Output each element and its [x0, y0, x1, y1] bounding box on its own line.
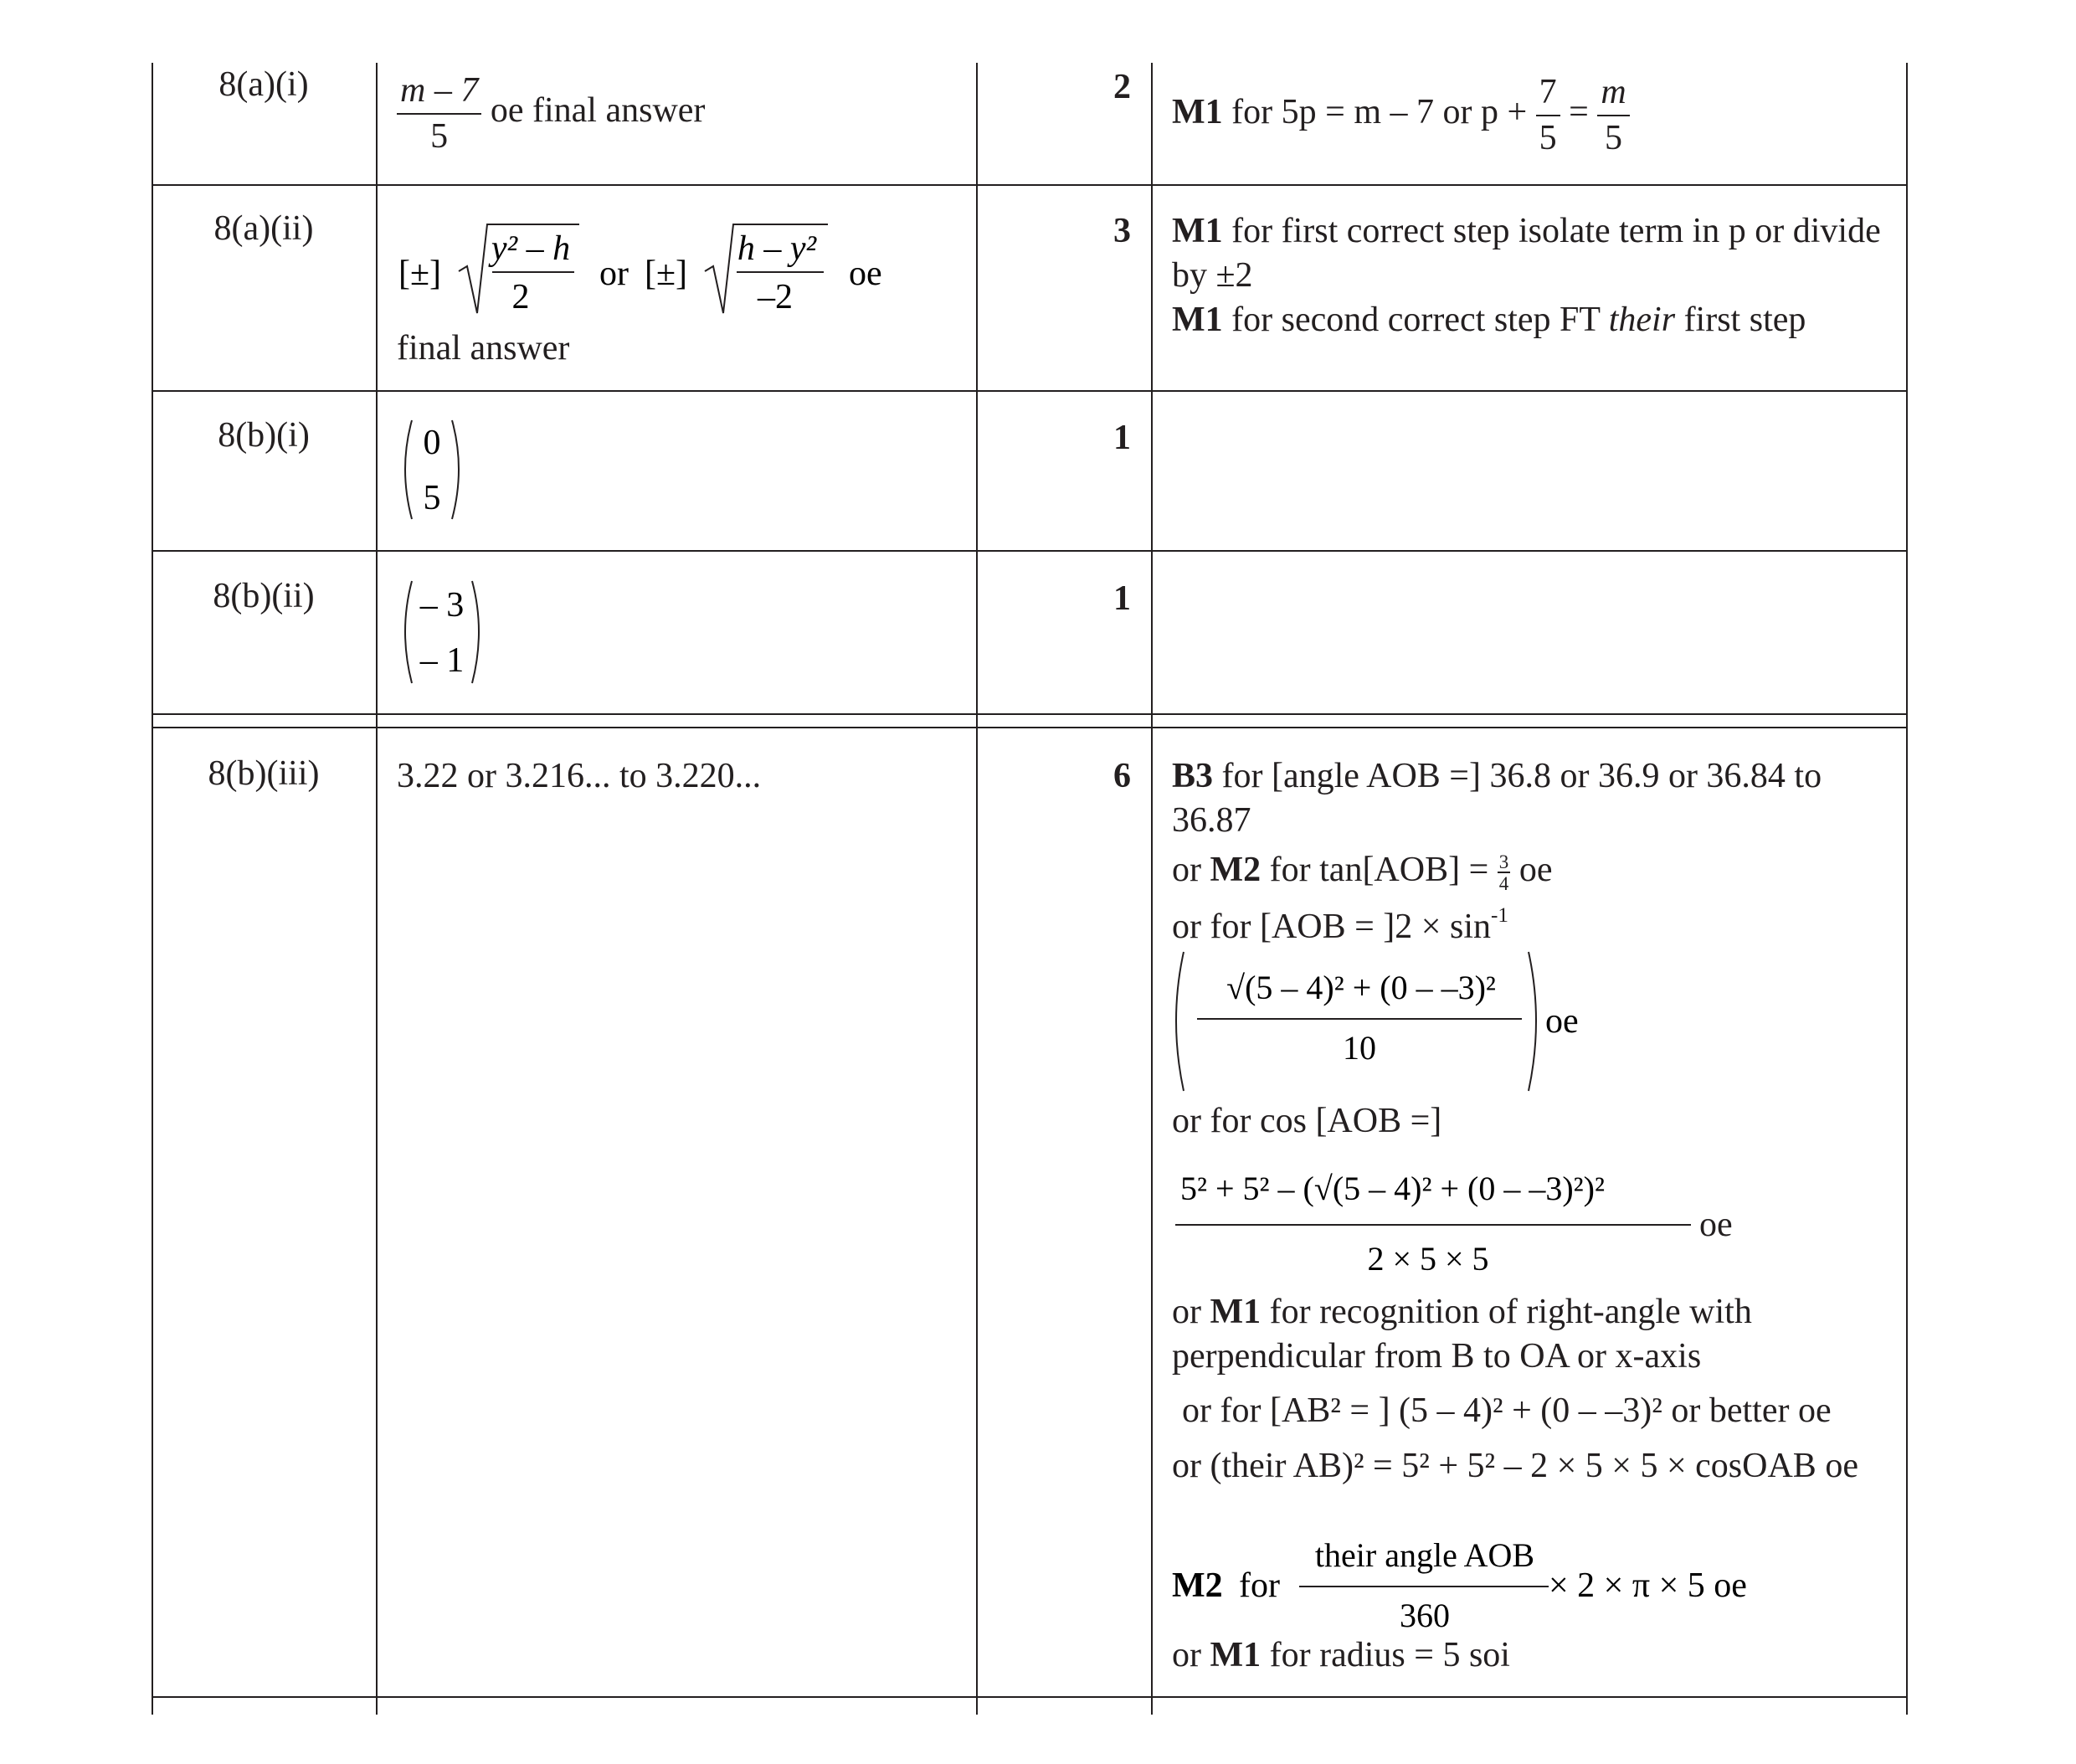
- mark-value: 1: [1113, 579, 1131, 618]
- guidance-text: or: [1172, 1636, 1201, 1674]
- answer-fraction: $\frac{m - 7}{5}$: [397, 69, 481, 158]
- small-fraction: $\frac{3}{4}$: [1498, 851, 1509, 895]
- column-divider-right: [1906, 63, 1908, 1715]
- column-vector: [397, 578, 497, 690]
- fraction-denominator: 2 × 5 × 5: [1367, 1240, 1489, 1278]
- question-number: 8(a)(ii): [213, 209, 314, 248]
- fraction-denominator: 360: [1400, 1597, 1450, 1634]
- guidance-text: × 2 × π × 5 oe: [1549, 1566, 1747, 1605]
- column-divider-left: [152, 63, 153, 1715]
- guidance-text: or: [1172, 851, 1201, 889]
- guidance-sin: [1172, 905, 1508, 949]
- guidance-cell: [1172, 209, 1892, 342]
- row-divider: [152, 1696, 1908, 1698]
- guidance-text: or for [AOB = ]2 × sin: [1172, 908, 1491, 946]
- guidance-ab: or for [AB² = ] (5 – 4)² + (0 – –3)² or better oe: [1182, 1391, 1832, 1430]
- question-number: 8(a)(i): [218, 65, 309, 104]
- vector-bottom: – 1: [419, 641, 465, 680]
- column-divider-question: [376, 63, 378, 1715]
- guidance-their-ab: or (their AB)² = 5² + 5² – 2 × 5 × 5 × cosOAB oe: [1172, 1447, 1858, 1485]
- mark-code: M1: [1172, 212, 1223, 250]
- answer-cell: [397, 209, 966, 377]
- oe-text: oe: [1699, 1206, 1733, 1244]
- mark-code: M2: [1172, 1566, 1223, 1605]
- guidance-m2-arc: [1172, 1533, 1775, 1642]
- guidance-b3: [1172, 754, 1892, 843]
- column-divider-answer: [976, 63, 978, 1715]
- guidance-text: first step: [1683, 301, 1806, 339]
- root-numerator: h – y²: [737, 229, 817, 268]
- equals-sign: =: [1569, 93, 1589, 132]
- mark-code: M1: [1210, 1636, 1262, 1674]
- guidance-fraction: $\frac{m}{5}$: [1597, 70, 1629, 160]
- plus-minus: [±]: [645, 255, 688, 293]
- mark-code: M1: [1210, 1293, 1262, 1331]
- guidance-fraction: $\frac{7}{5}$: [1536, 70, 1560, 160]
- row-divider: [152, 390, 1908, 392]
- guidance-m1-right-angle: [1172, 1290, 1892, 1379]
- question-number: 8(b)(ii): [213, 577, 315, 615]
- final-answer-label: final answer: [397, 329, 570, 368]
- mark-code: M1: [1172, 301, 1223, 339]
- oe-text: oe: [1518, 851, 1553, 889]
- answer-cell: [397, 69, 705, 158]
- root-denominator: 2: [511, 278, 530, 316]
- mark-code: M2: [1210, 851, 1262, 889]
- mark-code: M1: [1172, 93, 1223, 132]
- column-vector: [397, 417, 480, 526]
- oe-text: oe: [849, 255, 882, 293]
- guidance-text: their: [1608, 301, 1676, 339]
- fraction-numerator: 5² + 5² – (√(5 – 4)² + (0 – –3)²)²: [1180, 1170, 1605, 1207]
- answer-cell: 3.22 or 3.216... to 3.220...: [397, 757, 762, 795]
- answer-suffix: oe final answer: [490, 91, 706, 131]
- mark-code: B3: [1172, 757, 1214, 795]
- root-denominator: –2: [758, 278, 793, 316]
- guidance-text: or: [1172, 1293, 1201, 1331]
- column-divider-marks: [1151, 63, 1153, 1715]
- guidance-m2-tan: [1172, 848, 1552, 894]
- vector-top: 0: [423, 424, 441, 462]
- fraction-numerator: their angle AOB: [1314, 1536, 1535, 1574]
- guidance-text: for first correct step isolate term in p or divide by ±2: [1172, 212, 1881, 295]
- vector-bottom: 5: [423, 479, 441, 517]
- fraction-denominator: 10: [1343, 1029, 1376, 1067]
- guidance-text: for 5p = m – 7 or p +: [1231, 93, 1528, 132]
- cos-fraction: [1172, 1141, 1691, 1292]
- plus-minus: [±]: [398, 255, 442, 293]
- or-text: or: [599, 255, 629, 293]
- vector-top: – 3: [419, 586, 465, 625]
- sin-fraction: [1172, 949, 1641, 1095]
- answer-roots: [397, 209, 966, 327]
- mark-value: 1: [1113, 419, 1131, 457]
- row-divider: [152, 727, 1908, 728]
- mark-value: 2: [1113, 68, 1131, 106]
- oe-text: oe: [1545, 1002, 1579, 1041]
- row-divider: [152, 713, 1908, 715]
- guidance-text: for radius = 5 soi: [1269, 1636, 1510, 1674]
- guidance-text: for tan[AOB] =: [1269, 851, 1489, 889]
- guidance-text: for second correct step FT: [1231, 301, 1601, 339]
- mark-value: 6: [1113, 757, 1131, 795]
- row-divider: [152, 184, 1908, 186]
- fraction-numerator: √(5 – 4)² + (0 – –3)²: [1226, 969, 1496, 1006]
- row-divider: [152, 550, 1908, 552]
- guidance-text: for recognition of right-angle with perpendicular from B to OA or x-axis: [1172, 1293, 1752, 1376]
- question-number: 8(b)(iii): [208, 754, 320, 793]
- guidance-text: for [angle AOB =] 36.8 or 36.9 or 36.84 to 36.87: [1172, 757, 1822, 840]
- guidance-cell: [1172, 754, 1892, 1684]
- guidance-m1-radius: [1172, 1633, 1510, 1678]
- question-number: 8(b)(i): [218, 416, 310, 455]
- guidance-cos: or for cos [AOB =]: [1172, 1102, 1442, 1140]
- mark-value: 3: [1113, 212, 1131, 250]
- root-numerator: y² – h: [491, 229, 571, 268]
- superscript: -1: [1491, 904, 1508, 928]
- guidance-text: for: [1239, 1566, 1280, 1605]
- guidance-cell: [1172, 70, 1892, 160]
